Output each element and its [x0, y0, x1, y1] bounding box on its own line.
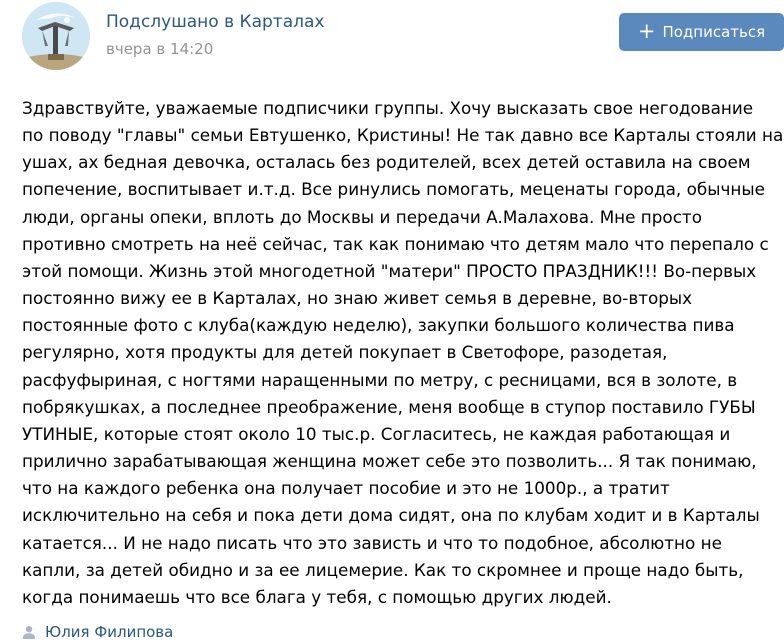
author-name: Юлия Филипова	[45, 623, 174, 641]
post-text-line: расфуфыриная, с ногтями наращенными по метру, с ресницами, вся в золоте, в	[22, 369, 738, 390]
post-text-line: регулярно, хотя продукты для детей покупает в Светофоре, разодетая,	[22, 342, 668, 363]
plus-icon: +	[637, 18, 656, 43]
post-text	[22, 95, 784, 611]
post-text-line: прилично зарабатывающая женщина может себе это позволить... Я так понимаю,	[22, 451, 757, 472]
post-text-line: побрякушках, а последнее преображение, меня вообще в ступор поставило ГУБЫ	[22, 396, 756, 417]
post-header	[22, 2, 766, 76]
group-name-link[interactable]: Подслушано в Карталах	[106, 12, 325, 32]
post-text-line: капли, за детей обидно и за ее лицемерие. Как то скромнее и проще надо быть,	[22, 559, 744, 580]
post-text-line: ушах, ах бедная девочка, осталась без родителей, всех детей оставила на своем	[22, 152, 751, 173]
user-icon	[22, 625, 36, 639]
post-text-line: постоянно вижу ее в Карталах, но знаю живет семья в деревне, во-вторых	[22, 288, 693, 309]
post-text-line: исключительно на себя и пока дети дома сидят, она по клубам ходит и в Карталы	[22, 505, 760, 526]
post-text-line: противно смотреть на неё сейчас, так как понимаю что детям мало что перепало с	[22, 233, 769, 254]
post-text-line: постоянные фото с клуба(каждую неделю), закупки большого количества пива	[22, 315, 735, 336]
post-timestamp[interactable]: вчера в 14:20	[106, 40, 214, 58]
avatar-image-icon	[22, 2, 90, 70]
post-text-line: катается... И не надо писать что это зависть и что то подобное, абсолютно не	[22, 532, 722, 553]
post-text-line: Здравствуйте, уважаемые подписчики группы. Хочу высказать свое негодование	[22, 98, 754, 118]
subscribe-button[interactable]	[619, 13, 784, 51]
post-text-line: попечение, воспитывает и.т.д. Все ринулись помогать, меценаты города, обычные	[22, 179, 765, 200]
post-text-line: люди, органы опеки, вплоть до Москвы и передачи А.Малахова. Мне просто	[22, 206, 702, 227]
group-avatar[interactable]	[22, 2, 90, 70]
post-text-line: этой помощи. Жизнь этой многодетной "матери" ПРОСТО ПРАЗДНИК!!! Во-первых	[22, 260, 757, 281]
post-text-line: по поводу "главы" семьи Евтушенко, Кристины! Не так давно все Карталы стояли на	[22, 125, 784, 146]
post-text-line: что на каждого ребенка она получает пособие и это не 1000р., а тратит	[22, 478, 670, 499]
post-text-line: УТИНЫЕ, которые стоят около 10 тыс.р. Согласитесь, не каждая работающая и	[22, 423, 731, 444]
subscribe-button-label: Подписаться	[662, 23, 766, 41]
post-text-line: когда понимаешь что все блага у тебя, с помощью других людей.	[22, 586, 612, 607]
